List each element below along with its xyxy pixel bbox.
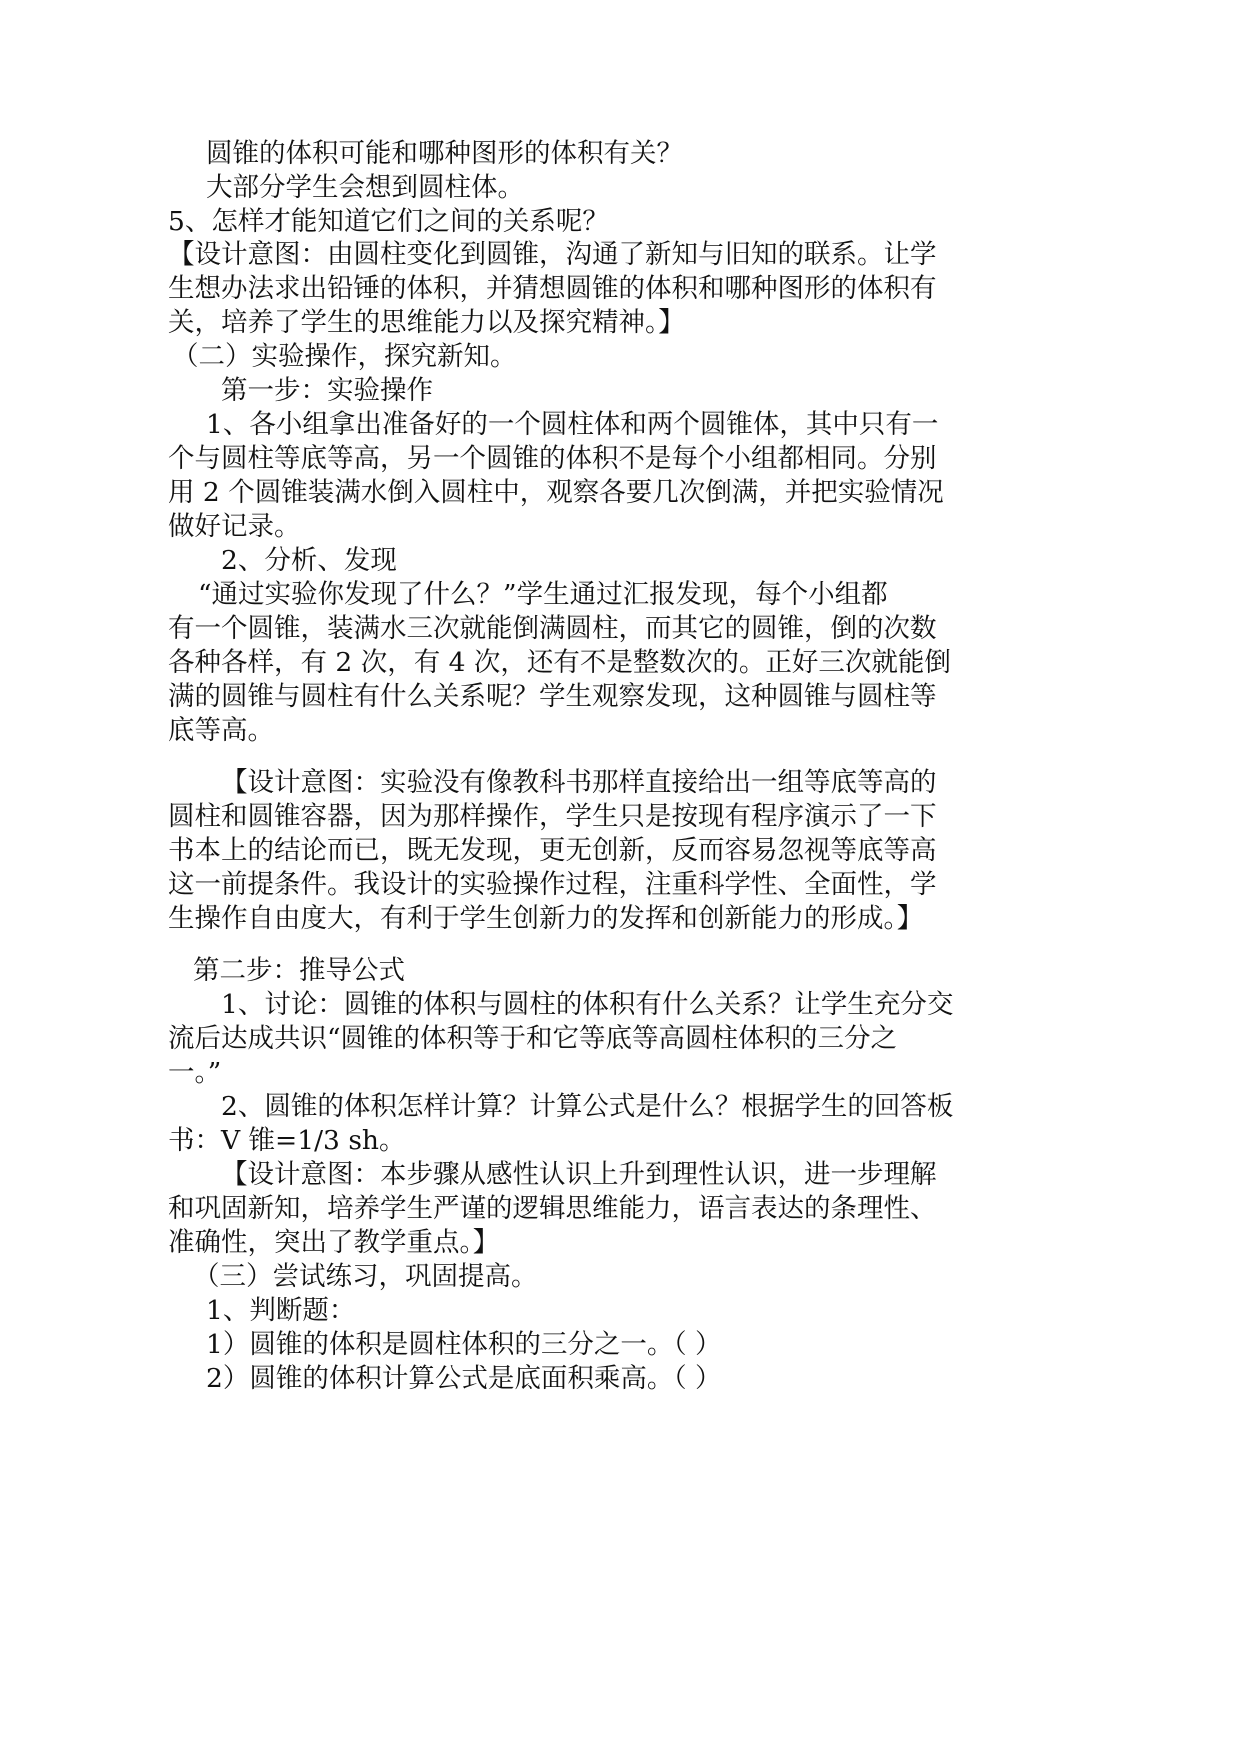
design-intent-line: 【设计意图：由圆柱变化到圆锥，沟通了新知与旧知的联系。让学 (168, 239, 937, 270)
design-intent-line: 和巩固新知，培养学生严谨的逻辑思维能力，语言表达的条理性、 (168, 1193, 937, 1224)
text-line: 1、讨论：圆锥的体积与圆柱的体积有什么关系？让学生充分交 (221, 989, 954, 1020)
text-line: 各种各样，有 2 次，有 4 次，还有不是整数次的。正好三次就能倒 (168, 647, 951, 678)
text-line: 做好记录。 (168, 511, 301, 542)
section-heading: （三）尝试练习，巩固提高。 (193, 1261, 538, 1292)
design-intent-line: 书本上的结论而已，既无发现，更无创新，反而容易忽视等底等高 (168, 835, 937, 866)
text-line: 满的圆锥与圆柱有什么关系呢？学生观察发现，这种圆锥与圆柱等 (168, 681, 937, 712)
text-line: 流后达成共识“圆锥的体积等于和它等底等高圆柱体积的三分之 (168, 1023, 898, 1054)
design-intent-line: 【设计意图：本步骤从感性认识上升到理性认识，进一步理解 (221, 1159, 937, 1190)
design-intent-line: 生操作自由度大，有利于学生创新力的发挥和创新能力的形成。】 (168, 903, 924, 934)
text-line: 底等高。 (168, 715, 274, 746)
step-heading: 第二步：推导公式 (193, 955, 405, 986)
design-intent-line: 准确性，突出了教学重点。】 (168, 1227, 500, 1258)
text-line: 用 2 个圆锥装满水倒入圆柱中，观察各要几次倒满，并把实验情况 (168, 477, 944, 508)
design-intent-line: 这一前提条件。我设计的实验操作过程，注重科学性、全面性，学 (168, 869, 937, 900)
text-line: 2、圆锥的体积怎样计算？计算公式是什么？根据学生的回答板 (221, 1091, 954, 1122)
section-heading: （二）实验操作，探究新知。 (172, 341, 517, 372)
exercise-heading: 1、判断题： (206, 1295, 356, 1326)
text-line: 5、怎样才能知道它们之间的关系呢？ (168, 206, 609, 237)
text-line: 个与圆柱等底等高，另一个圆锥的体积不是每个小组都相同。分别 (168, 443, 937, 474)
step-heading: 第一步：实验操作 (221, 375, 433, 406)
design-intent-line: 生想办法求出铅锤的体积，并猜想圆锥的体积和哪种图形的体积有 (168, 273, 937, 304)
text-line: 一。” (168, 1057, 222, 1088)
text-line: “通过实验你发现了什么？”学生通过汇报发现，每个小组都 (198, 579, 888, 610)
text-line: 大部分学生会想到圆柱体。 (206, 172, 524, 203)
design-intent-line: 圆柱和圆锥容器，因为那样操作，学生只是按现有程序演示了一下 (168, 801, 937, 832)
design-intent-line: 关，培养了学生的思维能力以及探究精神。】 (168, 307, 685, 338)
text-line: 1、各小组拿出准备好的一个圆柱体和两个圆锥体，其中只有一 (206, 409, 939, 440)
design-intent-line: 【设计意图：实验没有像教科书那样直接给出一组等底等高的 (221, 767, 937, 798)
exercise-item: 1）圆锥的体积是圆柱体积的三分之一。（ ） (206, 1329, 722, 1360)
text-line: 2、分析、发现 (221, 545, 397, 576)
text-line: 有一个圆锥，装满水三次就能倒满圆柱，而其它的圆锥，倒的次数 (168, 613, 937, 644)
exercise-item: 2）圆锥的体积计算公式是底面积乘高。（ ） (206, 1363, 722, 1394)
formula-line: 书：V 锥=1/3 sh。 (168, 1125, 406, 1156)
text-line: 圆锥的体积可能和哪种图形的体积有关？ (206, 138, 683, 169)
